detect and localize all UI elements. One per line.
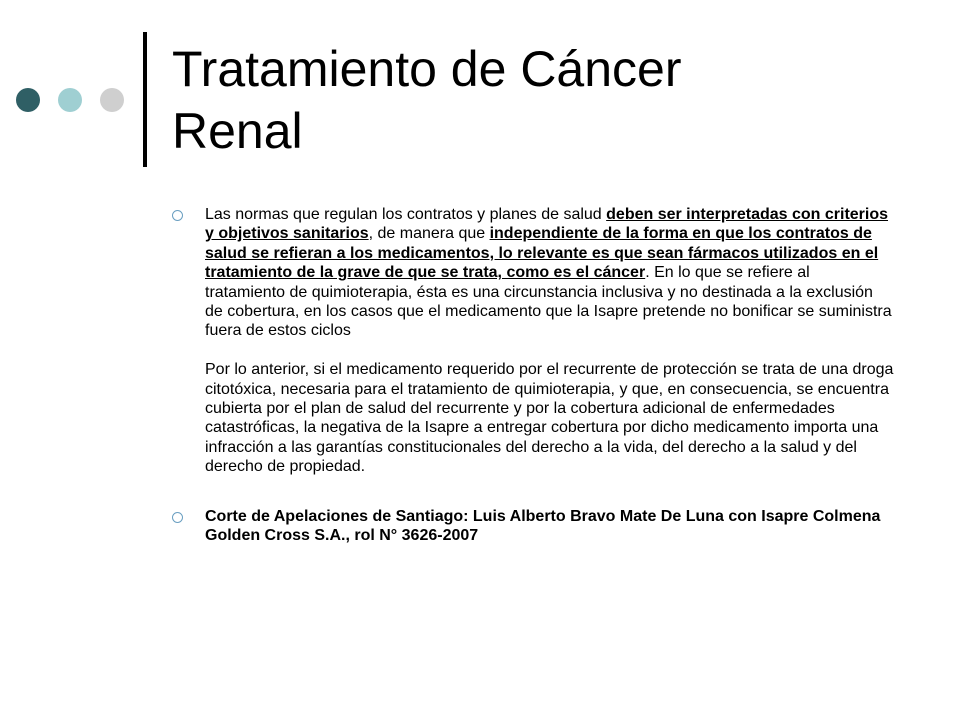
slide-title (172, 38, 912, 162)
decorative-dots (16, 88, 126, 114)
bullet-paragraph-1 (205, 205, 894, 341)
dot-dark (16, 88, 40, 112)
text-run: . En lo que se refiere al tratamiento de quimioterapia, ésta es una circunstancia inclusiva y no destinada a la exclusión de cobertura, en los casos que el medicamento que la Isapre pretende no bonificar se suministra fuera de estos ciclos (205, 264, 892, 340)
bullet-item (172, 205, 894, 477)
bullet-item (172, 507, 894, 546)
text-run: , de manera que (368, 225, 490, 243)
dot-teal (58, 88, 82, 112)
underlined-text: independiente de la forma en que los contratos de salud se refieran a los medicamentos, lo relevante es que sean fármacos utilizados en el tratamiento de la grave de que se trata, como es el cáncer (205, 225, 879, 282)
text-run: Las normas que regulan los contratos y planes de salud (205, 206, 607, 223)
bullet-paragraph-2: Por lo anterior, si el medicamento requerido por el recurrente de protección se trata de una droga citotóxica, necesaria para el tratamiento de quimioterapia, y que, en consecuencia, se encuentra cubierta por el plan de salud del recurrente y por la cobertura adicional de enfermedades catastróficas, la negativa de la Isapre a entregar cobertura por dicho medicamento importa una infracción a las garantías constitucionales del derecho a la vida, del derecho a la salud y del derecho de propiedad. (205, 361, 894, 476)
title-line-1: Tratamiento de Cáncer (172, 41, 682, 97)
dot-gray (100, 88, 124, 112)
slide-body (172, 205, 894, 545)
citation-text: Corte de Apelaciones de Santiago: Luis Alberto Bravo Mate De Luna con Isapre Colmena Golden Cross S.A., rol N° 3626-2007 (205, 507, 881, 545)
underlined-text: deben ser interpretadas con criterios y objetivos sanitarios (205, 206, 889, 243)
bullet-ring-icon (172, 512, 183, 523)
title-line-2: Renal (172, 103, 303, 159)
title-divider (143, 32, 147, 167)
bullet-ring-icon (172, 210, 183, 221)
